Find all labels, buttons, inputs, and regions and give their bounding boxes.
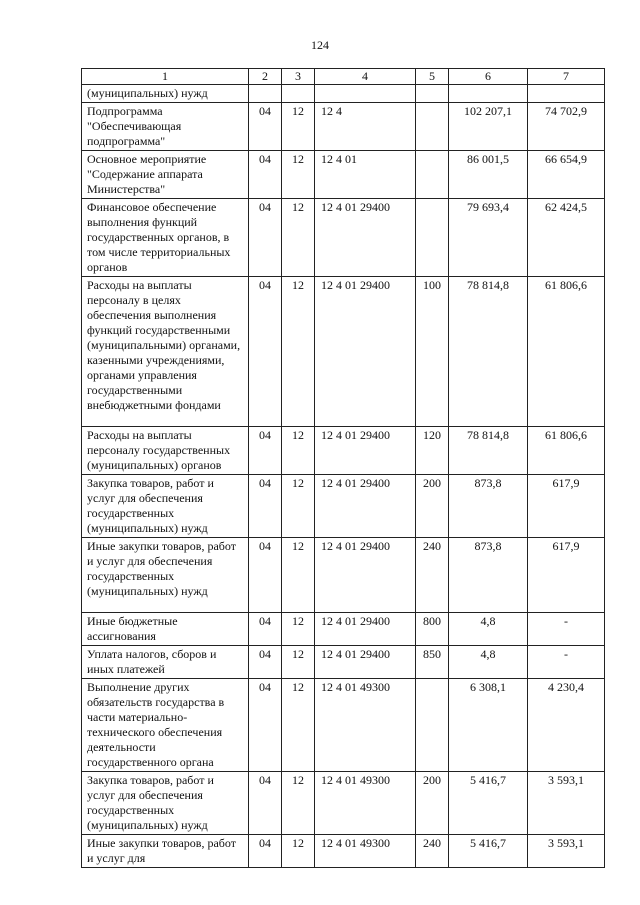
row-subsection: 12 [282, 613, 315, 646]
row-section: 04 [249, 679, 282, 772]
row-expense-type [416, 151, 449, 199]
row-expense-type [416, 679, 449, 772]
row-target-code: 12 4 01 [315, 151, 416, 199]
row-expense-type: 200 [416, 475, 449, 538]
row-amount-1: 4,8 [449, 646, 528, 679]
row-subsection: 12 [282, 103, 315, 151]
row-amount-1: 4,8 [449, 613, 528, 646]
row-amount-1: 873,8 [449, 538, 528, 613]
row-section: 04 [249, 427, 282, 475]
row-subsection: 12 [282, 277, 315, 427]
row-expense-type [416, 199, 449, 277]
row-amount-1: 79 693,4 [449, 199, 528, 277]
row-subsection: 12 [282, 772, 315, 835]
header-row [82, 69, 605, 85]
table-row [82, 277, 605, 427]
row-section: 04 [249, 277, 282, 427]
row-name: Подпрограмма "Обеспечивающая подпрограмма" [82, 103, 249, 151]
row-amount-2: - [528, 613, 605, 646]
row-subsection: 12 [282, 679, 315, 772]
row-target-code: 12 4 01 29400 [315, 475, 416, 538]
table-row [82, 679, 605, 772]
row-section: 04 [249, 646, 282, 679]
row-subsection [282, 85, 315, 103]
row-name: Иные закупки товаров, работ и услуг для [82, 835, 249, 868]
row-amount-2: 617,9 [528, 538, 605, 613]
row-target-code: 12 4 01 49300 [315, 835, 416, 868]
table-row [82, 199, 605, 277]
row-subsection: 12 [282, 646, 315, 679]
row-amount-2: - [528, 646, 605, 679]
row-name: Уплата налогов, сборов и иных платежей [82, 646, 249, 679]
table-row [82, 835, 605, 868]
table-row [82, 538, 605, 613]
row-amount-2: 66 654,9 [528, 151, 605, 199]
row-expense-type: 200 [416, 772, 449, 835]
row-subsection: 12 [282, 835, 315, 868]
col-header-1: 1 [82, 69, 249, 85]
row-amount-2: 3 593,1 [528, 772, 605, 835]
row-name: (муниципальных) нужд [82, 85, 249, 103]
row-target-code [315, 85, 416, 103]
row-amount-1: 6 308,1 [449, 679, 528, 772]
table-row [82, 151, 605, 199]
row-target-code: 12 4 01 49300 [315, 772, 416, 835]
budget-table [81, 68, 605, 868]
row-section: 04 [249, 613, 282, 646]
row-name: Иные закупки товаров, работ и услуг для обеспечения государственных (муниципальных) нужд [82, 538, 249, 613]
row-expense-type: 240 [416, 538, 449, 613]
row-amount-1: 5 416,7 [449, 835, 528, 868]
row-name: Расходы на выплаты персоналу государственных (муниципальных) органов [82, 427, 249, 475]
row-amount-2: 74 702,9 [528, 103, 605, 151]
row-amount-1: 78 814,8 [449, 277, 528, 427]
row-amount-2: 61 806,6 [528, 427, 605, 475]
row-amount-1: 873,8 [449, 475, 528, 538]
col-header-5: 5 [416, 69, 449, 85]
row-expense-type [416, 103, 449, 151]
row-section: 04 [249, 835, 282, 868]
row-amount-1: 86 001,5 [449, 151, 528, 199]
row-subsection: 12 [282, 199, 315, 277]
row-subsection: 12 [282, 475, 315, 538]
row-target-code: 12 4 01 29400 [315, 199, 416, 277]
row-section: 04 [249, 151, 282, 199]
table-row [82, 475, 605, 538]
row-target-code: 12 4 01 29400 [315, 277, 416, 427]
row-section: 04 [249, 199, 282, 277]
row-amount-2: 62 424,5 [528, 199, 605, 277]
col-header-6: 6 [449, 69, 528, 85]
row-target-code: 12 4 01 29400 [315, 427, 416, 475]
row-expense-type: 800 [416, 613, 449, 646]
row-expense-type: 850 [416, 646, 449, 679]
row-name: Выполнение других обязательств государства в части материально-технического обеспечения деятельности государственного органа [82, 679, 249, 772]
row-expense-type: 120 [416, 427, 449, 475]
row-expense-type: 100 [416, 277, 449, 427]
row-amount-2: 4 230,4 [528, 679, 605, 772]
row-subsection: 12 [282, 427, 315, 475]
row-amount-2: 617,9 [528, 475, 605, 538]
row-section [249, 85, 282, 103]
row-amount-1 [449, 85, 528, 103]
col-header-2: 2 [249, 69, 282, 85]
col-header-7: 7 [528, 69, 605, 85]
row-target-code: 12 4 01 49300 [315, 679, 416, 772]
col-header-3: 3 [282, 69, 315, 85]
page-number: 124 [311, 38, 329, 52]
row-amount-1: 102 207,1 [449, 103, 528, 151]
row-amount-1: 78 814,8 [449, 427, 528, 475]
row-subsection: 12 [282, 151, 315, 199]
table-row [82, 646, 605, 679]
row-name: Закупка товаров, работ и услуг для обеспечения государственных (муниципальных) нужд [82, 772, 249, 835]
row-target-code: 12 4 01 29400 [315, 613, 416, 646]
row-expense-type: 240 [416, 835, 449, 868]
row-name: Иные бюджетные ассигнования [82, 613, 249, 646]
row-section: 04 [249, 103, 282, 151]
row-subsection: 12 [282, 538, 315, 613]
row-name: Расходы на выплаты персоналу в целях обеспечения выполнения функций государственными (муниципальными) органами, казенными учреждениями, органами управления государственными внебюджетными фондами [82, 277, 249, 427]
row-name: Финансовое обеспечение выполнения функций государственных органов, в том числе территориальных органов [82, 199, 249, 277]
row-target-code: 12 4 [315, 103, 416, 151]
row-section: 04 [249, 475, 282, 538]
table-row [82, 427, 605, 475]
table-row [82, 772, 605, 835]
row-amount-1: 5 416,7 [449, 772, 528, 835]
row-section: 04 [249, 538, 282, 613]
row-amount-2: 61 806,6 [528, 277, 605, 427]
row-name: Основное мероприятие "Содержание аппарата Министерства" [82, 151, 249, 199]
row-target-code: 12 4 01 29400 [315, 646, 416, 679]
table-row [82, 613, 605, 646]
row-amount-2 [528, 85, 605, 103]
table-row [82, 103, 605, 151]
col-header-4: 4 [315, 69, 416, 85]
row-name: Закупка товаров, работ и услуг для обеспечения государственных (муниципальных) нужд [82, 475, 249, 538]
row-target-code: 12 4 01 29400 [315, 538, 416, 613]
row-section: 04 [249, 772, 282, 835]
row-expense-type [416, 85, 449, 103]
table-row [82, 85, 605, 103]
row-amount-2: 3 593,1 [528, 835, 605, 868]
